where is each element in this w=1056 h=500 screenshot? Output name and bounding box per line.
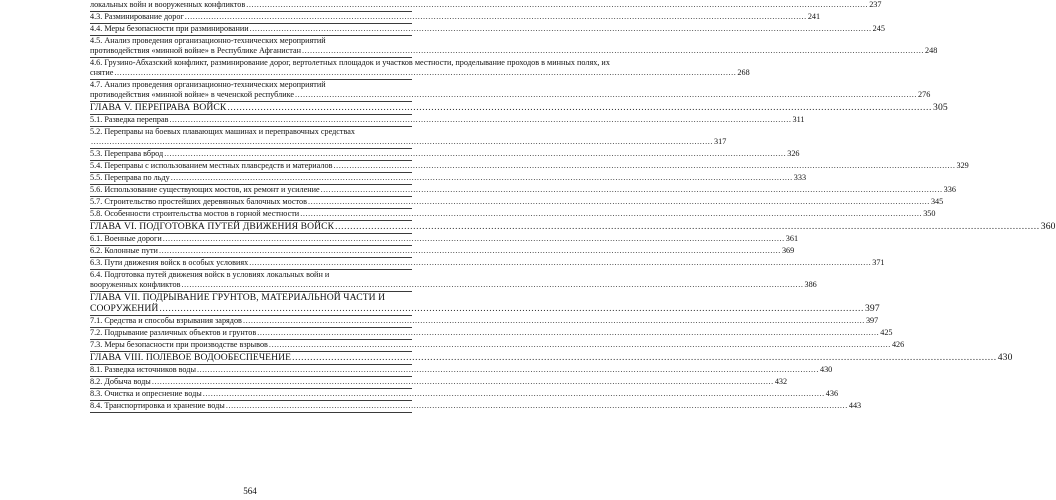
dot-leader (152, 377, 774, 387)
toc-entry-page: 326 (787, 149, 800, 158)
toc-entry-title: локальных войн и вооруженных конфликтов (90, 0, 246, 9)
toc-entry-title: 6.3. Пути движения войск в особых условиях (90, 258, 249, 267)
toc-entry (90, 80, 931, 102)
toc-chapter-entry (90, 221, 1056, 234)
toc-entry-page: 336 (943, 185, 956, 194)
toc-entry-title: противодействия «минной войне» в чеченской республике (90, 90, 295, 99)
toc-entry-page: 397 (865, 316, 879, 325)
toc-entry-page: 237 (869, 0, 882, 9)
dot-leader (300, 209, 922, 219)
toc-entry-page: 426 (891, 340, 905, 349)
toc-entry-page: 386 (804, 280, 817, 289)
toc-entry (90, 173, 807, 185)
toc-entry (90, 36, 938, 58)
dot-leader (249, 258, 871, 268)
dot-leader (164, 149, 786, 159)
toc-entry (90, 340, 905, 352)
toc-entry (90, 328, 893, 340)
dot-leader (171, 173, 793, 183)
toc-entry-title: ГЛАВА VI. ПОДГОТОВКА ПУТЕЙ ДВИЖЕНИЯ ВОЙСК (90, 221, 335, 232)
toc-entry-title: 5.4. Переправы с использованием местных плавсредств и материалов (90, 161, 333, 170)
toc-entry-page: 241 (807, 12, 821, 21)
toc-entry (90, 316, 879, 328)
dot-leader (250, 24, 872, 34)
dot-leader (257, 328, 879, 338)
toc-chapter-entry (90, 352, 1013, 365)
toc-entry-page: 430 (819, 365, 833, 374)
toc-entry-page: 345 (930, 197, 944, 206)
dot-leader (295, 90, 917, 100)
dot-leader (333, 161, 955, 171)
toc-entry (90, 149, 800, 161)
dot-leader (159, 246, 781, 256)
toc-entry-title: 5.8. Особенности строительства мостов в горной местности (90, 209, 300, 218)
toc-entry (90, 24, 885, 36)
toc-entry (90, 127, 727, 149)
dot-leader (91, 137, 713, 147)
toc-entry-title: ГЛАВА VIII. ПОЛЕВОЕ ВОДООБЕСПЕЧЕНИЕ (90, 352, 292, 363)
toc-entry (90, 246, 795, 258)
dot-leader (308, 197, 930, 207)
toc-entry-page: 333 (793, 173, 807, 182)
dot-leader (292, 352, 997, 363)
toc-entry-title: 7.2. Подрывание различных объектов и грунтов (90, 328, 257, 337)
toc-entry-title: 5.1. Разведка переправ (90, 115, 169, 124)
dot-leader (197, 365, 819, 375)
toc-entry-title-first-line: 4.5. Анализ проведения организационно-технических мероприятий (90, 36, 326, 45)
dot-leader (243, 316, 865, 326)
toc-entry-page: 436 (825, 389, 839, 398)
dot-leader (269, 340, 891, 350)
toc-entry (90, 185, 956, 197)
dot-leader (163, 234, 785, 244)
toc-entry (90, 209, 936, 221)
toc-entry-page: 361 (785, 234, 799, 243)
toc-entry-page: 329 (956, 161, 969, 170)
toc-entry-title: 7.1. Средства и способы взрывания зарядов (90, 316, 242, 325)
toc-entry-title: СООРУЖЕНИЙ (90, 303, 159, 314)
toc-entry (90, 234, 799, 246)
toc-entry (90, 197, 944, 209)
toc-entry-page: 360 (1040, 221, 1056, 232)
toc-entry (90, 270, 817, 292)
dot-leader (321, 185, 943, 195)
toc-entry-title: 5.5. Переправа по льду (90, 173, 170, 182)
toc-entry (90, 12, 821, 24)
toc-entry-title: вооруженных конфликтов (90, 280, 181, 289)
toc-entry-title-first-line: 6.4. Подготовка путей движения войск в условиях локальных войн и (90, 270, 330, 279)
toc-chapter-entry (90, 102, 948, 115)
toc-entry-page: 443 (848, 401, 862, 410)
toc-entry-title: 8.2. Добыча воды (90, 377, 151, 386)
dot-leader (181, 280, 803, 290)
dot-leader (246, 0, 868, 10)
toc-entry (90, 58, 750, 80)
toc-entry-page: 430 (997, 352, 1013, 363)
toc-entry-page: 425 (880, 328, 893, 337)
toc-entry-title: снятие (90, 68, 114, 77)
page-number: 564 (243, 486, 257, 496)
toc-entry (90, 401, 862, 413)
dot-leader (203, 389, 825, 399)
toc-entry-page: 305 (933, 102, 948, 113)
toc-entry-title: 5.6. Использование существующих мостов, их ремонт и усиление (90, 185, 320, 194)
toc-entry-page: 397 (865, 303, 880, 314)
toc-entry-page: 432 (774, 377, 788, 386)
toc-entry-title-first-line: ГЛАВА VII. ПОДРЫВАНИЕ ГРУНТОВ, МАТЕРИАЛЬНОЙ ЧАСТИ И (90, 292, 386, 303)
toc-entry (90, 365, 833, 377)
toc-entry (90, 0, 882, 12)
toc-entry-title: 8.1. Разведка источников воды (90, 365, 196, 374)
toc-entry-page: 245 (872, 24, 885, 33)
toc-entry-title-first-line: 4.6. Грузино-Абхазский конфликт, разминирование дорог, вертолетных площадок и участков местности, проделывание проходов в минных полях, их (90, 58, 610, 67)
dot-leader (227, 102, 932, 113)
dot-leader (302, 46, 924, 56)
toc-entry-title: противодействия «минной войне» в Республике Афганистан (90, 46, 301, 55)
toc-entry-page: 350 (923, 209, 936, 218)
toc-entry-page: 248 (925, 46, 938, 55)
toc-entry-title: 4.4. Меры безопасности при разминировании (90, 24, 249, 33)
toc-entry-page: 268 (737, 68, 750, 77)
dot-leader (185, 12, 807, 22)
dot-leader (159, 303, 864, 314)
toc-entry-title: 6.1. Военные дороги (90, 234, 162, 243)
toc-entry (90, 258, 885, 270)
table-of-contents (90, 0, 1056, 413)
toc-entry-page: 369 (781, 246, 795, 255)
toc-entry-title: 7.3. Меры безопасности при производстве взрывов (90, 340, 268, 349)
toc-entry-page: 276 (918, 90, 931, 99)
toc-entry-title: 5.3. Переправа вброд (90, 149, 164, 158)
toc-entry-title-first-line: 4.7. Анализ проведения организационно-технических мероприятий (90, 80, 326, 89)
toc-entry-title: 4.3. Разминирование дорог (90, 12, 184, 21)
toc-entry-title: 6.2. Колонные пути (90, 246, 158, 255)
toc-entry-page: 371 (872, 258, 885, 267)
dot-leader (226, 401, 848, 411)
toc-entry-title: 8.3. Очистка и опреснение воды (90, 389, 202, 398)
toc-entry-title: ГЛАВА V. ПЕРЕПРАВА ВОЙСК (90, 102, 227, 113)
dot-leader (335, 221, 1040, 232)
toc-entry (90, 389, 839, 401)
toc-entry-title: 5.7. Строительство простейших деревянных балочных мостов (90, 197, 307, 206)
toc-chapter-entry (90, 292, 880, 316)
toc-entry-page: 317 (714, 137, 727, 146)
toc-entry (90, 377, 788, 389)
toc-entry (90, 115, 805, 127)
toc-entry (90, 161, 969, 173)
toc-entry-title-first-line: 5.2. Переправы на боевых плавающих машинах и переправочных средствах (90, 127, 355, 136)
toc-entry-title: 8.4. Транспортировка и хранение воды (90, 401, 225, 410)
toc-entry-page: 311 (792, 115, 805, 124)
dot-leader (170, 115, 792, 125)
dot-leader (114, 68, 736, 78)
